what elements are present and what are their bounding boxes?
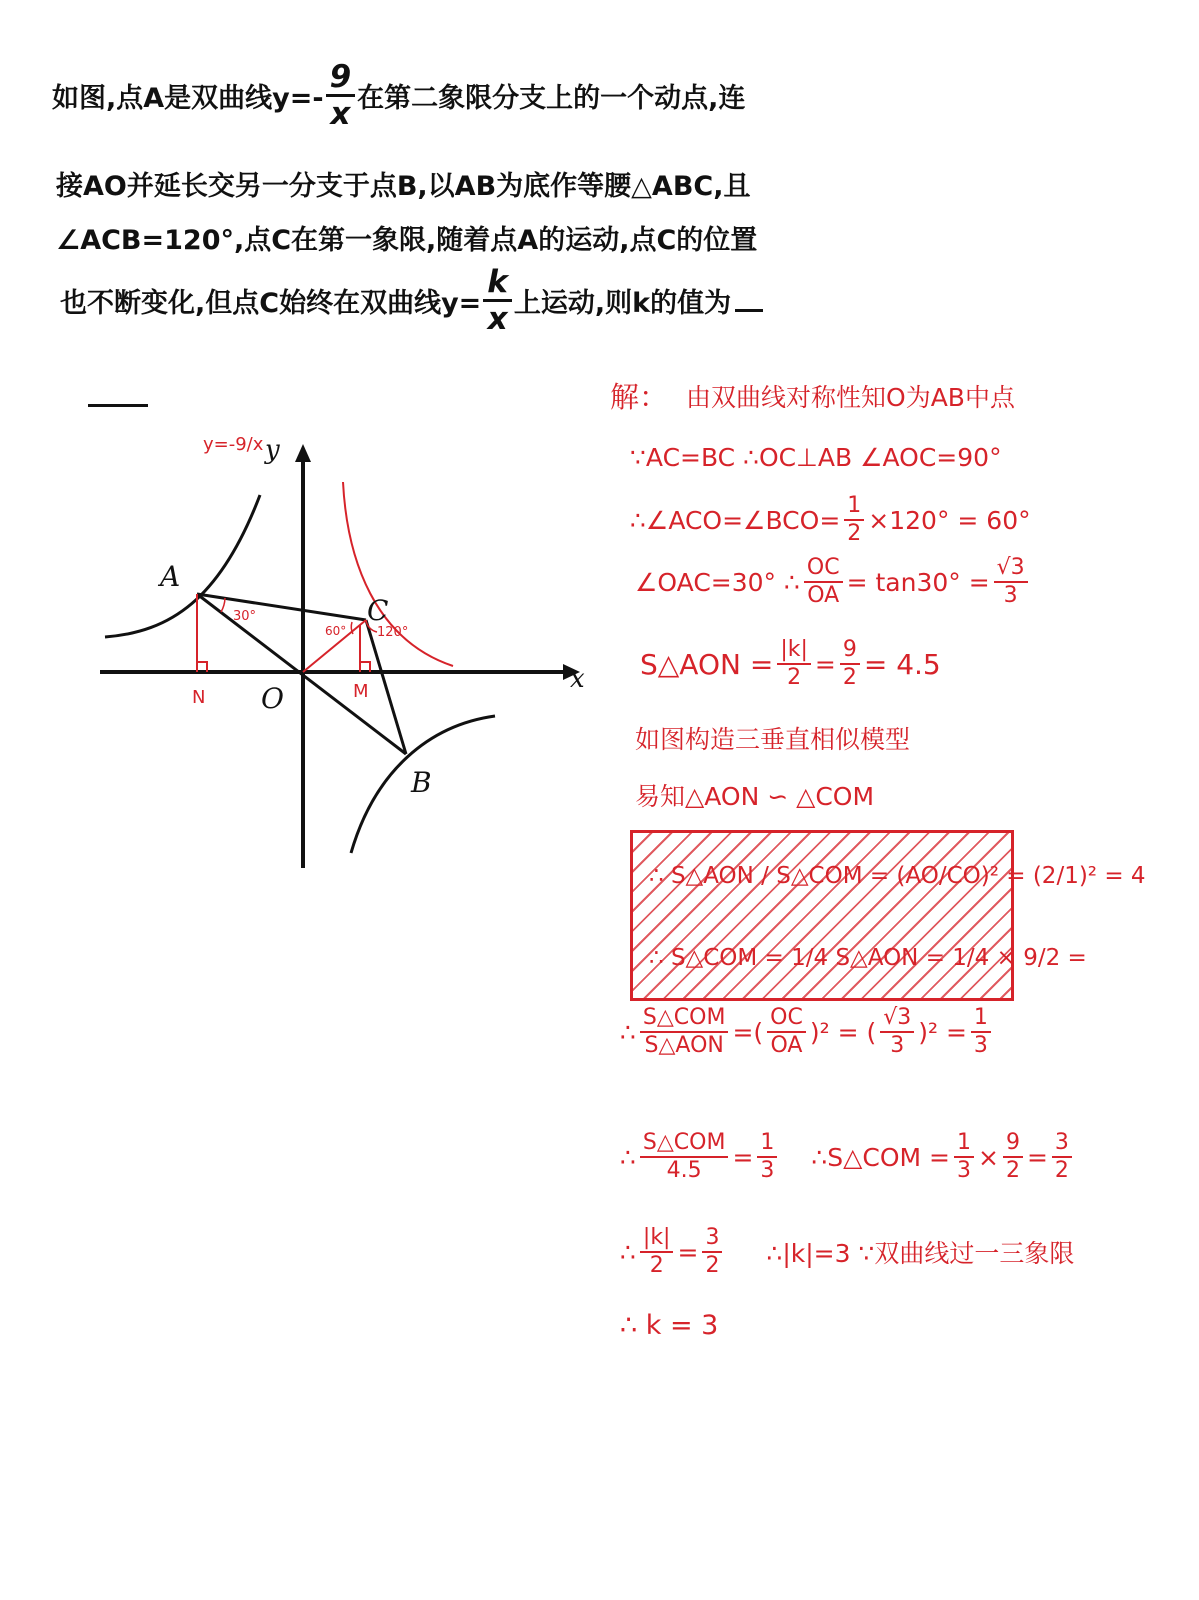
origin-label: O — [261, 682, 284, 715]
point-m-label: M — [353, 681, 369, 702]
problem-line-2: 接AO并延长交另一分支于点B,以AB为底作等腰△ABC,且 — [56, 171, 751, 202]
angle-120-label: 120° — [377, 625, 409, 640]
problem-line-3: ∠ACB=120°,点C在第一象限,随着点A的运动,点C的位置 — [56, 225, 758, 256]
fraction-k-over-x: $\frac{k}{x}$ — [483, 265, 512, 336]
axis-y-label: y — [265, 435, 280, 465]
solution-line-11: ∴ k = 3 — [620, 1310, 719, 1341]
point-b-label: B — [411, 766, 432, 799]
solution-line-10: ∴ $\frac{|k|}{2}$ = $\frac{3}{2}$ ∴|k|=3 ∵双曲线过一三象限 — [620, 1225, 1075, 1278]
solution-line-2: ∵AC=BC ∴OC⊥AB ∠AOC=90° — [630, 443, 1002, 472]
point-a-label: A — [160, 560, 181, 593]
point-n-label: N — [192, 687, 206, 708]
answer-blank — [735, 289, 763, 312]
solution-line-5: S△AON = $\frac{|k|}{2}$ = $\frac{9}{2}$ = 4.5 — [640, 637, 941, 690]
geometry-figure — [85, 410, 610, 880]
curve-label: y=-9/x — [203, 434, 264, 455]
y-axis-arrow-icon — [295, 444, 311, 462]
solution-line-3: ∴∠ACO=∠BCO= $\frac{1}{2}$ ×120° = 60° — [630, 493, 1031, 546]
angle-arc-c-icon — [351, 622, 353, 634]
point-c-label: C — [367, 594, 389, 627]
solution-line-1: 解： 由双曲线对称性知O为AB中点 — [610, 380, 1015, 414]
solution-line-6: 如图构造三垂直相似模型 — [635, 725, 911, 754]
solution-line-8: ∴ S△COM S△AON =( OC OA )² = ( √3 3 )² = $\frac{1}{3}$ — [620, 1005, 995, 1059]
solution-line-9: ∴ S△COM 4.5 = $\frac{1}{3}$ ∴S△COM = $\frac{1}{3}$ × $\frac{9}{2}$ = $\frac{3}{2}$ — [620, 1130, 1076, 1184]
solution-line-4: ∠OAC=30° ∴ $\frac{OC}{OA}$ = tan30° = $\frac{√3}{3}$ — [635, 555, 1032, 609]
segment-bc — [366, 620, 409, 754]
problem-line-1: 如图,点A是双曲线y=- $\frac{9}{x}$ 在第二象限分支上的一个动点,连 — [52, 59, 746, 132]
solution-line-7: 易知△AON ∽ △COM — [635, 782, 875, 811]
problem-line-4: 也不断变化,但点C始终在双曲线y= $\frac{k}{x}$ 上运动,则k的值为 — [60, 265, 763, 336]
angle-60-label: 60° — [325, 624, 347, 638]
crossed-out-line-2: ∴ S△COM = 1/4 S△AON = 1/4 × 9/2 = — [649, 945, 1087, 971]
axis-x-label: x — [570, 664, 585, 694]
crossed-out-line-1: ∴ S△AON / S△COM = (AO/CO)² = (2/1)² = 4 — [649, 863, 1146, 889]
crossed-out-box — [630, 830, 1146, 1001]
angle-30-label: 30° — [233, 609, 257, 624]
answer-blank-continued — [88, 404, 148, 407]
fraction-9-over-x: $\frac{9}{x}$ — [326, 60, 356, 131]
angle-arc-a-icon — [221, 598, 225, 612]
segment-ac — [197, 594, 366, 620]
